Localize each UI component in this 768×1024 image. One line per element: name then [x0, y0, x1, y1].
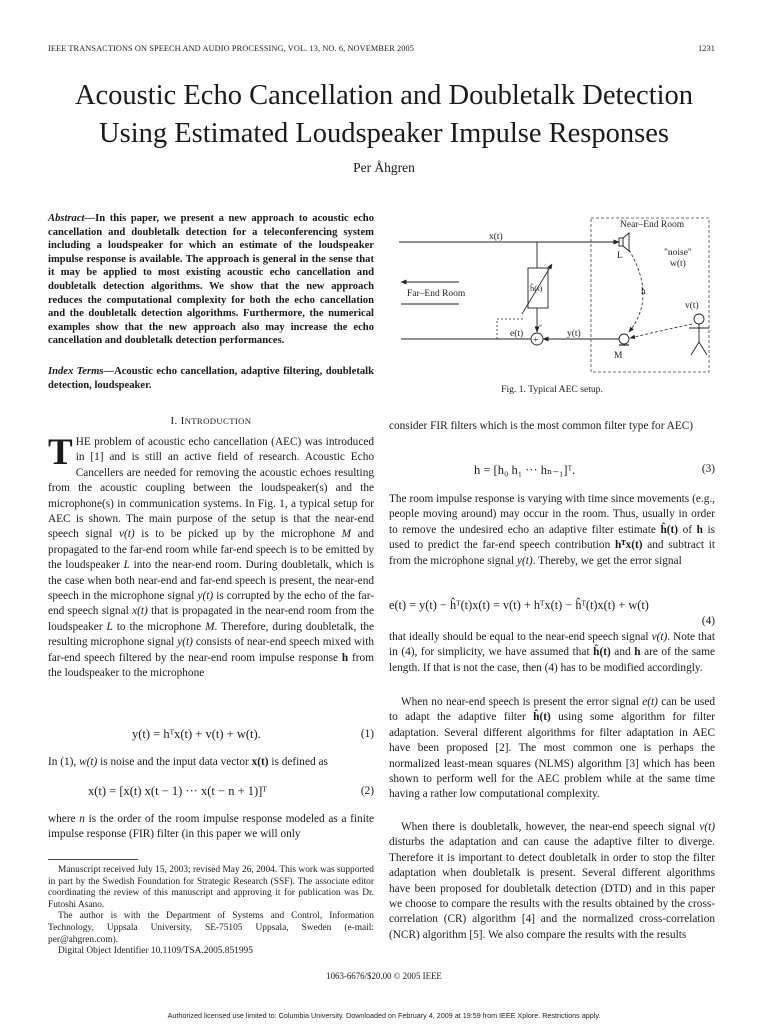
column-2-paragraph-2: that ideally should be equal to the near-end speech signal v(t). Note that in (4), for simplicity, we have assumed that ĥ(t) and h are of the same length. If that is not the case, then (4) has to be modified accordingly.	[389, 631, 716, 674]
equation-1-number: (1)	[360, 728, 374, 740]
author-name: Per Åhgren	[353, 160, 415, 175]
copyright-footer: 1063-6676/$20.00 © 2005 IEEE	[326, 971, 442, 981]
running-header: IEEE TRANSACTIONS ON SPEECH AND AUDIO PROCESSING, VOL. 13, NO. 6, NOVEMBER 2005	[48, 44, 414, 53]
abstract-text: In this paper, we present a new approach to acoustic echo cancellation and doubletalk detection for a teleconferencing system including a loudspeaker for which an estimate of the loudspeaker impulse response is available. The approach is general in the sense that it may be applied to most existing acoustic echo cancellation and doubletalk detection algorithms. We show that the new approach reduces the computational complexity for both the echo cancellation and the doubletalk detection algorithms. Furthermore, the numerical examples show that the new approach also may increase the echo cancellation and doubletalk detection performances.	[48, 213, 374, 347]
equation-3-number: (3)	[701, 463, 715, 475]
loudspeaker-icon	[619, 238, 623, 246]
footnote-manuscript: Manuscript received July 15, 2003; revised May 26, 2004. This work was supported in part by the Swedish Foundation for Strategic Research (SSF). The associate editor coordinating the review of this manuscript and approving it for publication was Dr. Futoshi Asano.	[48, 865, 374, 910]
label-h: h	[641, 287, 646, 297]
equation-1: y(t) = hᵀx(t) + v(t) + w(t).	[132, 727, 261, 741]
abstract	[48, 212, 374, 348]
equation-2-number: (2)	[360, 785, 374, 797]
column-1-paragraph-3: where n is the order of the room impulse response modeled as a finite impulse response (FIR) filter (in this paper we will only	[48, 813, 374, 841]
near-end-room-box	[591, 218, 709, 372]
figure-1-caption: Fig. 1. Typical AEC setup.	[501, 384, 603, 395]
footnote-rule	[48, 859, 138, 860]
equation-4: e(t) = y(t) − ĥᵀ(t)x(t) = v(t) + hᵀx(t) − ĥᵀ(t)x(t) + w(t)	[389, 598, 649, 612]
index-terms-text: Acoustic echo cancellation, adaptive filtering, doubletalk detection, loudspeaker.	[48, 366, 374, 391]
speech-path-vt	[630, 324, 692, 338]
label-xt: x(t)	[489, 232, 503, 242]
label-M: M	[614, 351, 623, 361]
microphone-icon	[619, 334, 629, 344]
footnote-doi: Digital Object Identifier 10.1109/TSA.2005.851995	[58, 946, 253, 957]
footnote-author: The author is with the Department of Systems and Control, Information Technology, Uppsala University, SE-75105 Uppsala, Sweden (e-mail: per@ahgren.com).	[48, 911, 374, 945]
column-2-paragraph-0: consider FIR filters which is the most common filter type for AEC)	[389, 420, 694, 432]
index-terms-label: Index Terms—	[48, 366, 115, 377]
label-et: e(t)	[510, 329, 524, 339]
label-yt: y(t)	[567, 329, 581, 339]
footnotes	[48, 865, 374, 958]
title-line-1: Acoustic Echo Cancellation and Doubletalk Detection	[74, 80, 694, 111]
index-terms	[48, 365, 374, 392]
abstract-label: Abstract—	[48, 213, 96, 224]
equation-3: h = [h₀ h₁ ··· hₙ₋₁]ᵀ.	[474, 463, 576, 477]
label-near-end-room: Near–End Room	[620, 220, 685, 230]
label-far-end-room: Far–End Room	[407, 289, 466, 299]
section-heading: I. INTRODUCTION	[170, 415, 252, 427]
column-1-paragraph-2: In (1), w(t) is noise and the input data vector x(t) is defined as	[48, 756, 328, 768]
label-wt: w(t)	[670, 259, 686, 269]
column-2-paragraph-4: When there is doubletalk, however, the near-end speech signal v(t) disturbs the adaptation and can cause the adaptive filter to diverge. Therefore it is important to detect doubletalk in order to stop the filter adaptation when doubletalk is present. Several different algorithms have been proposed for doubletalk detection (DTD) and in this paper we choose to compare the results with the results obtained by the cross-correlation (CR) algorithm [4] and the normalized cross-correlation (NCR) algorithm [5]. We also compare the results with the results	[389, 821, 715, 941]
label-noise: "noise"	[664, 248, 692, 258]
label-plus: +	[533, 335, 539, 346]
equation-2: x(t) = [x(t) x(t − 1) ··· x(t − n + 1)]ᵀ	[88, 784, 267, 798]
column-2-paragraph-1: The room impulse response is varying with time since movements (e.g., people moving around) may occur in the room. Thus, usually in order to remove the undesired echo an adaptive filter estimate ĥ(t) of h is used to predict the far-end speech contribution hᵀx(t) and subtract it from the microphone signal y(t). Thereby, we get the error signal	[389, 493, 716, 567]
equation-4-number: (4)	[701, 615, 715, 627]
authorized-use-notice: Authorized licensed use limited to: Columbia University. Downloaded on February 4, 2009 at 19:59 from IEEE Xplore. Restrictions apply.	[167, 1011, 601, 1020]
page-number: 1231	[698, 44, 715, 53]
title-line-2: Using Estimated Loudspeaker Impulse Responses	[99, 118, 669, 149]
loudspeaker-cone-icon	[623, 233, 629, 251]
label-L: L	[617, 251, 623, 261]
label-filter-hhat: ĥ(t)	[530, 283, 543, 293]
label-minus: -	[539, 320, 542, 330]
person-icon	[689, 314, 709, 355]
figure-1-diagram	[389, 212, 719, 380]
label-vt: v(t)	[685, 301, 699, 311]
column-1-paragraph-1: THE problem of acoustic echo cancellation (AEC) was introduced in [1] and is still an active field of research. Acoustic Echo Cancellers are needed for removing the acoustic echoes resulting from the acoustic coupling between the loudspeaker(s) and the microphone(s) in communication systems. In Fig. 1, a typical setup for AEC is shown. The main purpose of the setup is that the near-end speech signal v(t) is to be picked up by the microphone M and propagated to the far-end room while far-end speech is to be emitted by the loudspeaker L into the near-end room. During doubletalk, which is the case when both near-end and far-end speech is present, the near-end speech in the microphone signal y(t) is corrupted by the echo of the far-end speech signal x(t) that is propagated in the near-end room from the loudspeaker L to the microphone M. Therefore, during doubletalk, the resulting microphone signal y(t) consists of near-end speech mixed with far-end speech filtered by the near-end room impulse response h from the loudspeaker to the microphone	[48, 432, 375, 680]
column-2-paragraph-3: When no near-end speech is present the error signal e(t) can be used to adapt the adaptive filter ĥ(t) using some algorithm for filter adaptation. Several different algorithms for filter adaptation in AEC have been proposed [2]. The most common one is perhaps the normalized least-mean squares (NLMS) algorithm [3] which has been shown to perform well for the AEC problem while at the same time having a rather low computational complexity.	[389, 696, 715, 801]
drop-cap: T	[48, 432, 73, 473]
paper-title	[0, 77, 768, 153]
